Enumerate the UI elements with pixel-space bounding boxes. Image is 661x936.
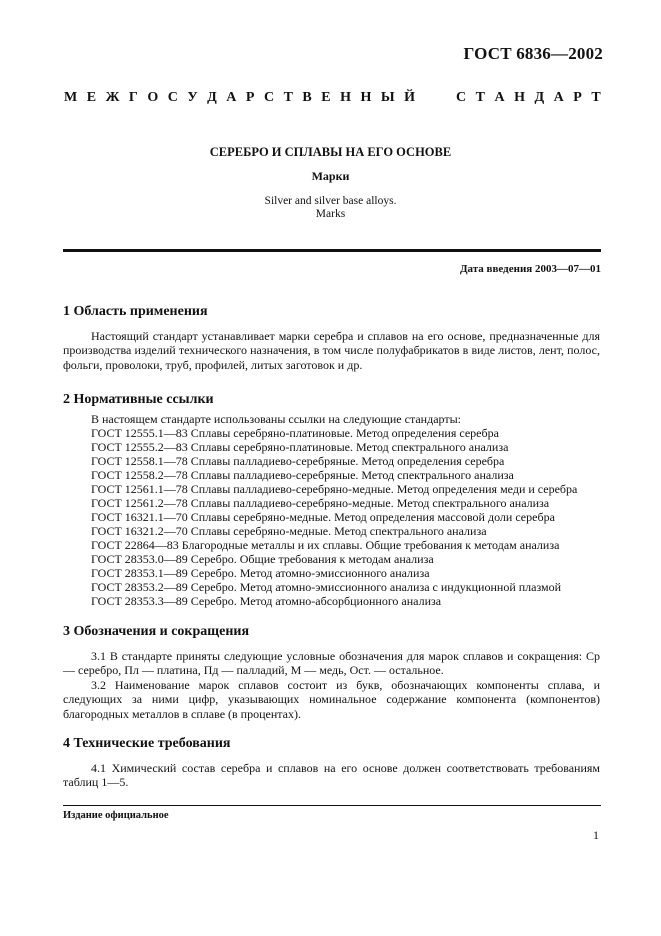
- banner-letter: Р: [573, 90, 582, 105]
- banner-letter: Й: [404, 90, 416, 105]
- banner-letter: Е: [86, 90, 97, 105]
- section-notations: [63, 625, 600, 721]
- reference-item: ГОСТ 28353.1—89 Серебро. Метод атомно-эмиссионного анализа: [91, 565, 430, 580]
- english-title: [0, 195, 661, 221]
- reference-item: ГОСТ 12555.2—83 Сплавы серебряно-платиновые. Метод спектрального анализа: [91, 439, 509, 454]
- banner-letter: Г: [128, 90, 138, 105]
- standard-code: ГОСТ 6836—2002: [463, 44, 603, 63]
- section-heading: 4 Технические требования: [63, 736, 231, 751]
- banner-letter: А: [226, 90, 237, 105]
- section-paragraph: 3.1 В стандарте приняты следующие условные обозначения для марок сплавов и сокращения: Ср — серебро, Пл — платина, Пд — палладий, М — медь, Ост. — остальное.: [63, 648, 600, 677]
- section-paragraph: 4.1 Химический состав серебра и сплавов на его основе должен соответствовать требованиям таблиц 1—5.: [63, 760, 600, 789]
- document-subtitle: Марки: [311, 169, 350, 183]
- english-subtitle-line: Marks: [315, 208, 346, 220]
- reference-item: ГОСТ 12561.1—78 Сплавы палладиево-серебряно-медные. Метод определения меди и серебра: [91, 481, 578, 496]
- banner-letter: Н: [340, 90, 351, 105]
- banner-letter: С: [167, 90, 178, 105]
- section-paragraph: Настоящий стандарт устанавливает марки серебра и сплавов на его основе, предназначенные для производства изделий технического назначения, в том числе полуфабрикатов в виде листов, лент, полос, фольги, проволоки, труб, профилей, литых заготовок и др.: [63, 328, 600, 372]
- reference-item: ГОСТ 28353.0—89 Серебро. Общие требования к методам анализа: [91, 551, 434, 566]
- section-normative-references: [63, 393, 600, 608]
- section-heading: 1 Область применения: [63, 304, 208, 319]
- reference-item: ГОСТ 22864—83 Благородные металлы и их сплавы. Общие требования к методам анализа: [91, 537, 560, 552]
- banner-gap: [425, 90, 447, 106]
- section-paragraph: 3.2 Наименование марок сплавов состоит из букв, обозначающих компоненты сплава, и следующих за ними цифр, указывающих номинальное содержание компонента (компонентов) благородных металлов в сплаве (в процентах).: [63, 677, 600, 721]
- banner-letter: О: [147, 90, 159, 105]
- reference-item: ГОСТ 16321.2—70 Сплавы серебряно-медные. Метод спектрального анализа: [91, 523, 487, 538]
- document-title: СЕРЕБРО И СПЛАВЫ НА ЕГО ОСНОВЕ: [209, 145, 452, 159]
- banner-letter: У: [187, 90, 198, 105]
- banner-letter: В: [302, 90, 312, 105]
- banner-letter: Р: [245, 90, 255, 105]
- section-heading: 3 Обозначения и сокращения: [63, 624, 250, 639]
- reference-item: ГОСТ 28353.2—89 Серебро. Метод атомно-эмиссионного анализа с индукционной плазмой: [91, 579, 562, 594]
- reference-item: ГОСТ 16321.1—70 Сплавы серебряно-медные. Метод определения массовой доли серебра: [91, 509, 555, 524]
- banner-letter: Т: [475, 90, 485, 105]
- page-number: 1: [593, 828, 599, 842]
- banner-letter: Ж: [105, 90, 120, 105]
- english-title-line: Silver and silver base alloys.: [264, 195, 397, 207]
- section-scope: [63, 305, 600, 372]
- official-edition-label: Издание официальное: [63, 810, 169, 821]
- reference-lead: В настоящем стандарте использованы ссылки на следующие стандарты:: [91, 411, 462, 426]
- introduction-date: Дата введения 2003—07—01: [459, 263, 601, 275]
- reference-item: ГОСТ 12561.2—78 Сплавы палладиево-серебряно-медные. Метод спектрального анализа: [91, 495, 550, 510]
- banner-letter: А: [494, 90, 505, 105]
- banner-letter: Н: [514, 90, 526, 105]
- banner-letter: Т: [283, 90, 293, 105]
- section-technical-requirements: [63, 737, 600, 790]
- reference-list: [63, 412, 600, 608]
- banner-letter: Н: [360, 90, 372, 105]
- reference-item: ГОСТ 12558.1—78 Сплавы палладиево-серебряные. Метод определения серебра: [91, 453, 505, 468]
- banner-letter: Т: [591, 90, 601, 105]
- banner-letter: Д: [207, 90, 217, 105]
- banner-letter: С: [456, 90, 467, 105]
- banner-letter: Ы: [380, 90, 395, 105]
- banner-letter: С: [263, 90, 275, 105]
- interstate-standard-banner: [64, 90, 601, 106]
- banner-letter: Д: [534, 90, 545, 105]
- section-heading: 2 Нормативные ссылки: [63, 392, 214, 407]
- title-divider: [63, 249, 601, 252]
- reference-item: ГОСТ 28353.3—89 Серебро. Метод атомно-абсорбционного анализа: [91, 593, 442, 608]
- banner-letter: Е: [321, 90, 331, 105]
- reference-item: ГОСТ 12555.1—83 Сплавы серебряно-платиновые. Метод определения серебра: [91, 425, 499, 440]
- footer-divider: [63, 805, 601, 806]
- banner-letter: М: [64, 90, 78, 105]
- reference-item: ГОСТ 12558.2—78 Сплавы палладиево-серебряные. Метод спектрального анализа: [91, 467, 514, 482]
- banner-letter: А: [553, 90, 564, 105]
